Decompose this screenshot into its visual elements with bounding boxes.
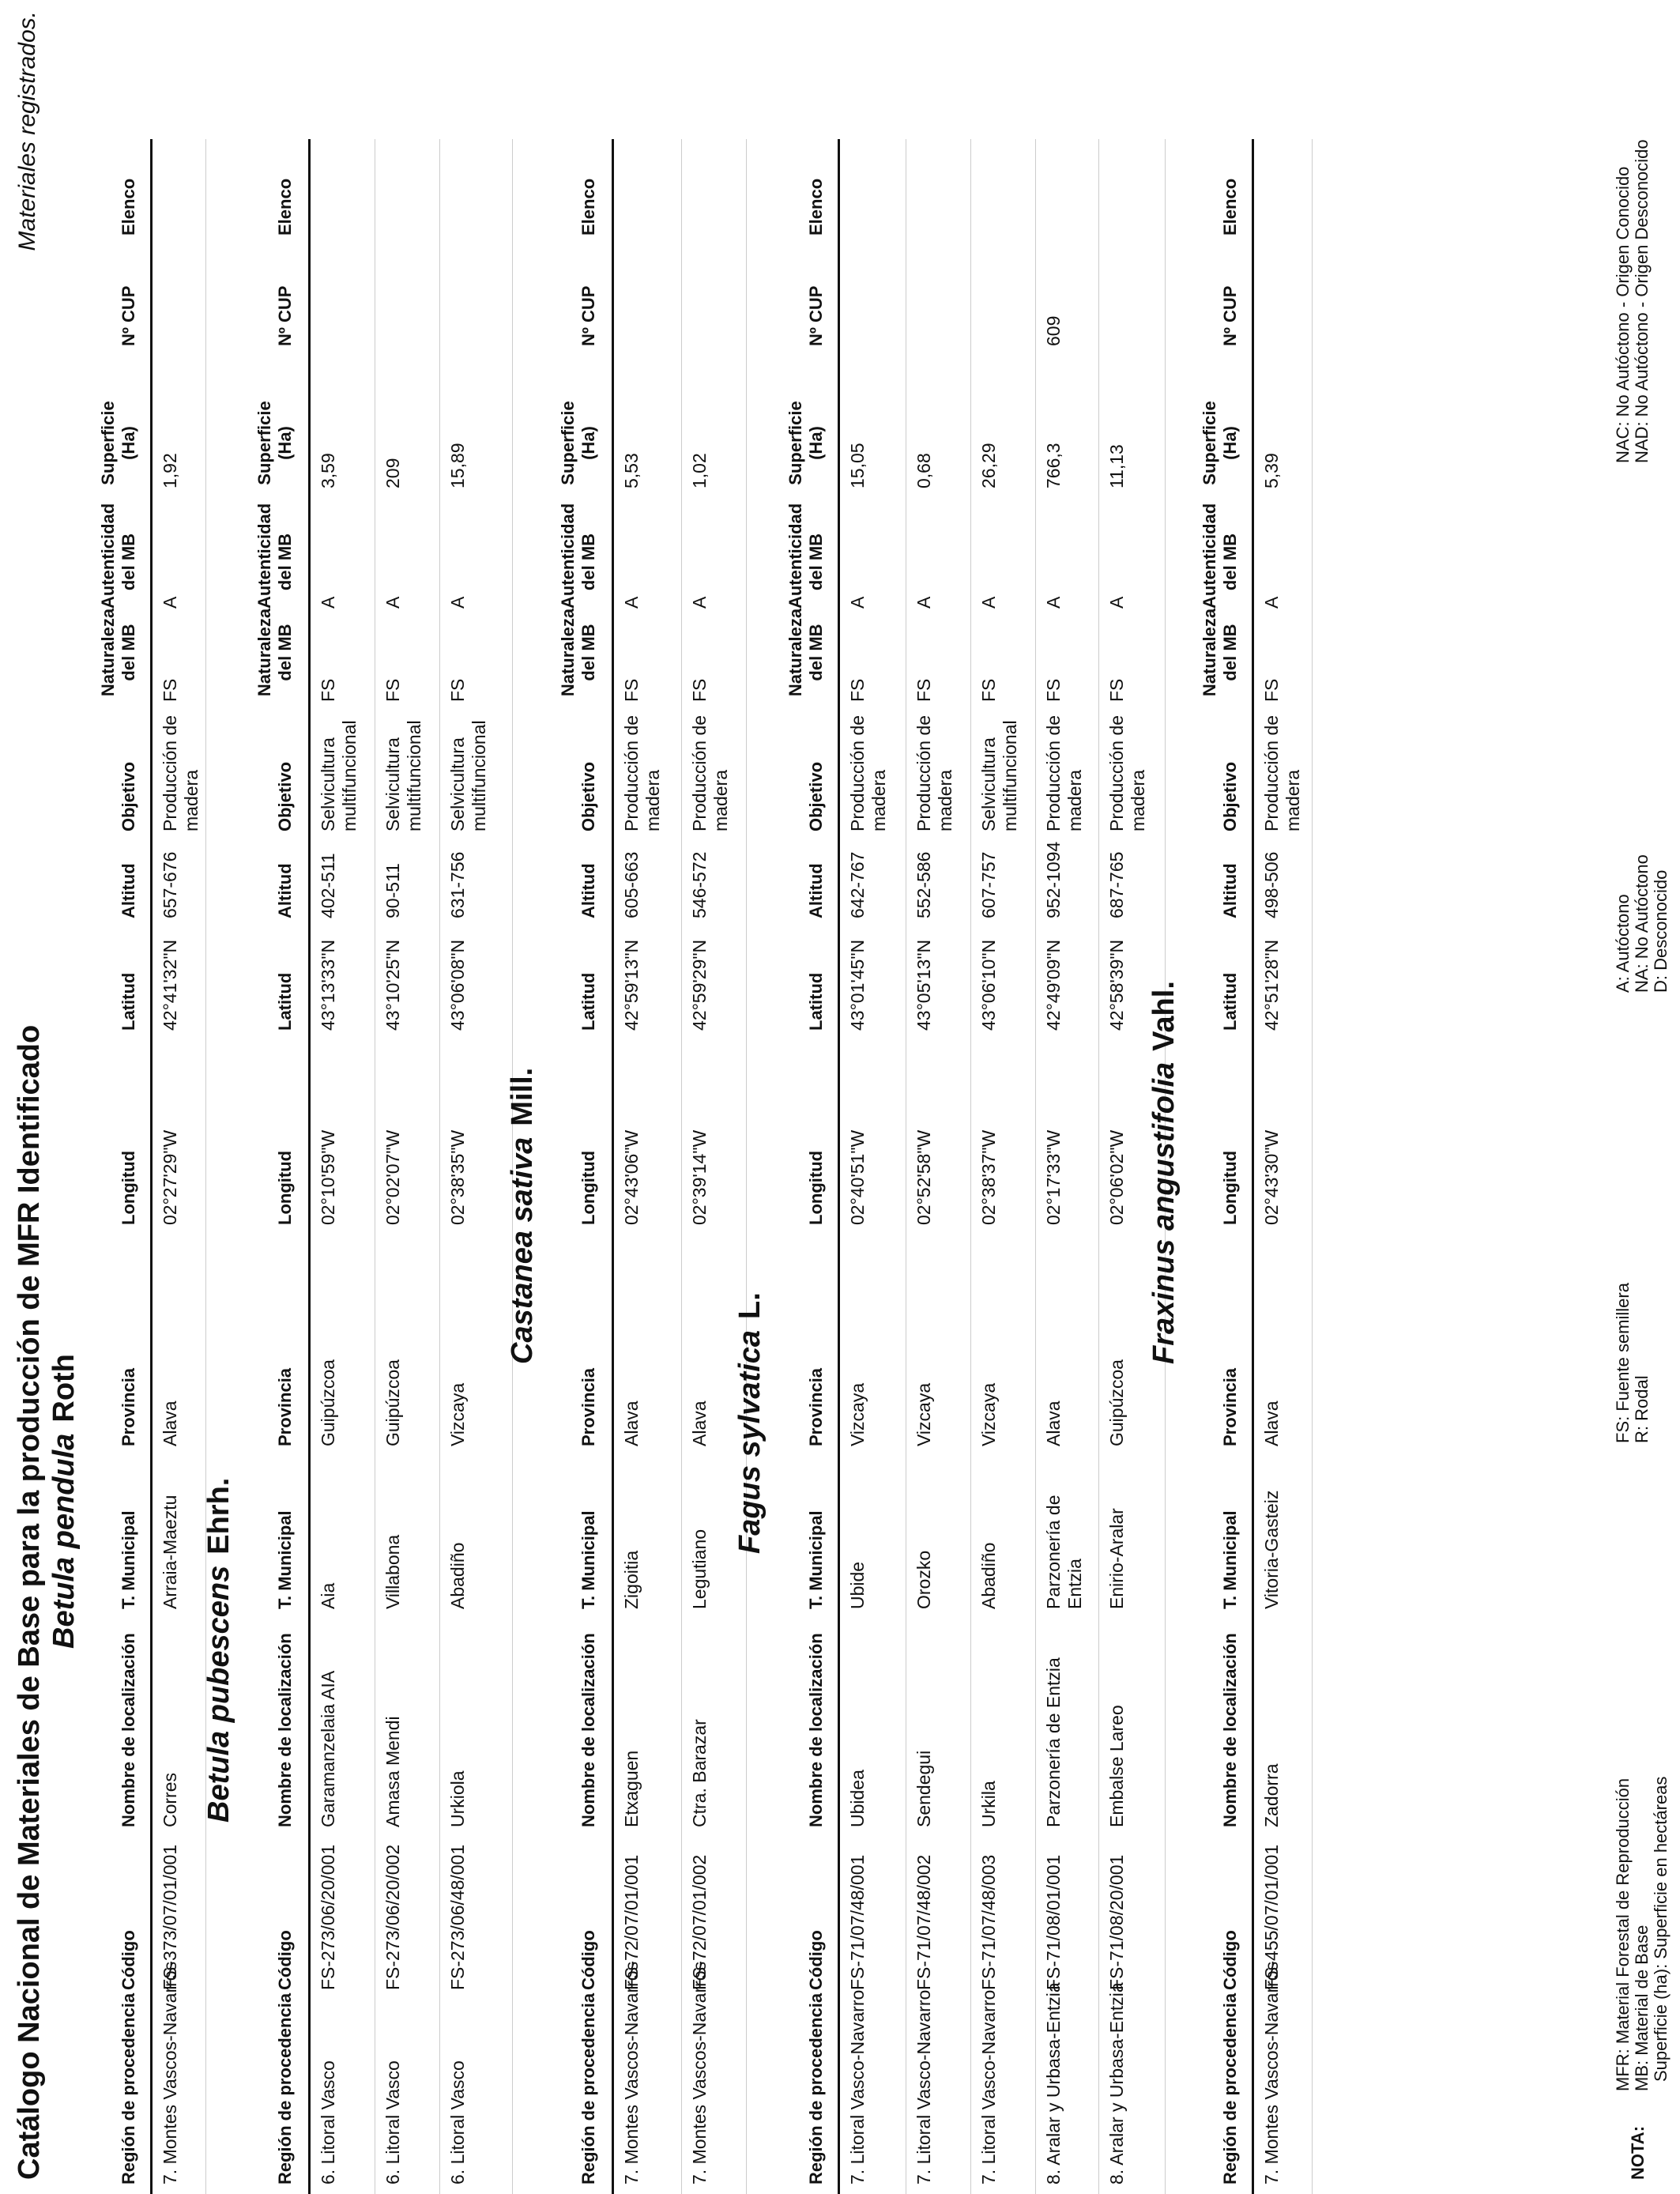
cell-region: 6. Litoral Vasco <box>382 2060 403 2185</box>
column-header-municipal: T. Municipal <box>275 1510 295 1609</box>
column-header-objetivo: Objetivo <box>806 761 826 831</box>
cell-region: 6. Litoral Vasco <box>318 2060 338 2185</box>
notes-col-2 <box>1614 1283 1652 1443</box>
column-header-region: Región de procedencia <box>806 1992 826 2185</box>
cell-altitud: 605-663 <box>621 851 642 918</box>
cell-codigo: FS-71/07/48/002 <box>913 1854 934 1990</box>
column-header-provincia: Provincia <box>119 1367 138 1446</box>
cell-altitud: 687-765 <box>1106 851 1127 918</box>
note-line: FS: Fuente semillera <box>1613 1283 1633 1443</box>
cell-nombre: Parzonería de Entzia <box>1043 1657 1064 1827</box>
cell-superficie: 0,68 <box>913 453 934 488</box>
cell-altitud: 631-756 <box>447 851 468 918</box>
page-title: Catálogo Nacional de Materiales de Base para la producción de MFR Identificado <box>13 1024 46 2180</box>
column-header-altitud: Altitud <box>578 863 598 918</box>
column-header-longitud: Longitud <box>119 1150 138 1225</box>
column-header-provincia: Provincia <box>1220 1367 1240 1446</box>
cell-nombre: Urkila <box>978 1781 999 1827</box>
cell-region: 7. Litoral Vasco-Navarro <box>847 1989 868 2185</box>
note-line: D: Desconocido <box>1651 869 1671 993</box>
column-header-superficie: Superficie (Ha) <box>785 401 826 485</box>
cell-provincia: Guipúzcoa <box>382 1359 403 1446</box>
note-line: MFR: Material Forestal de Reproducción <box>1613 1777 1633 2091</box>
cell-codigo: FS-273/06/48/001 <box>447 1844 468 1990</box>
column-header-codigo: Código <box>119 1930 138 1990</box>
cell-municipal: Vitoria-Gasteiz <box>1261 1490 1282 1609</box>
cell-codigo: FS-273/06/20/001 <box>318 1844 338 1990</box>
cell-naturaleza: FS <box>978 678 999 702</box>
cell-nombre: Etxaguen <box>621 1750 642 1827</box>
cell-cup: 609 <box>1043 315 1064 346</box>
column-header-superficie: Superficie (Ha) <box>98 401 138 485</box>
cell-objetivo: Producción de madera <box>1043 714 1085 831</box>
column-header-codigo: Código <box>806 1930 826 1990</box>
cell-codigo: FS-455/07/01/001 <box>1261 1844 1282 1990</box>
note-line: NAD: No Autóctono - Origen Desconocido <box>1632 139 1652 463</box>
row-separator <box>970 139 971 2194</box>
species-name: Betula pendula <box>47 1433 81 1649</box>
column-header-elenco: Elenco <box>275 178 295 236</box>
cell-longitud: 02°38'37"W <box>978 1129 999 1225</box>
species-name: Fraxinus angustifolia <box>1147 1061 1181 1364</box>
cell-longitud: 02°43'06"W <box>621 1129 642 1225</box>
cell-nombre: Amasa Mendi <box>382 1716 403 1827</box>
cell-superficie: 15,89 <box>447 443 468 488</box>
cell-objetivo: Producción de madera <box>913 714 955 831</box>
cell-naturaleza: FS <box>847 678 868 702</box>
column-header-elenco: Elenco <box>119 178 138 236</box>
cell-naturaleza: FS <box>1261 678 1282 702</box>
species-title <box>202 1478 236 1823</box>
column-header-codigo: Código <box>1220 1930 1240 1990</box>
cell-superficie: 5,39 <box>1261 453 1282 488</box>
cell-nombre: Sendegui <box>913 1750 934 1827</box>
cell-altitud: 607-757 <box>978 851 999 918</box>
note-line: A: Autóctono <box>1613 894 1633 993</box>
note-line: MB: Material de Base <box>1632 1924 1652 2091</box>
cell-codigo: FS-72/07/01/002 <box>689 1854 710 1990</box>
cell-latitud: 43°06'08"N <box>447 939 468 1031</box>
column-header-longitud: Longitud <box>806 1150 826 1225</box>
cell-objetivo: Producción de madera <box>689 714 731 831</box>
cell-objetivo: Producción de madera <box>621 714 663 831</box>
cell-latitud: 42°58'39"N <box>1106 939 1127 1031</box>
cell-codigo: FS-373/07/01/001 <box>160 1844 180 1990</box>
cell-naturaleza: FS <box>447 678 468 702</box>
species-name: Betula pubescens <box>202 1565 235 1823</box>
cell-longitud: 02°38'35"W <box>447 1129 468 1225</box>
cell-municipal: Villabona <box>382 1534 403 1609</box>
cell-longitud: 02°17'33"W <box>1043 1129 1064 1225</box>
cell-codigo: FS-72/07/01/001 <box>621 1854 642 1990</box>
column-header-objetivo: Objetivo <box>578 761 598 831</box>
cell-altitud: 657-676 <box>160 851 180 918</box>
column-header-nombre: Nombre de localización <box>1220 1633 1240 1827</box>
column-header-elenco: Elenco <box>1220 178 1240 236</box>
cell-naturaleza: FS <box>318 678 338 702</box>
column-header-autenticidad: Autenticidad del MB <box>254 503 295 609</box>
cell-objetivo: Producción de madera <box>847 714 889 831</box>
header-rule <box>150 139 153 2194</box>
column-header-municipal: T. Municipal <box>578 1510 598 1609</box>
column-header-longitud: Longitud <box>578 1150 598 1225</box>
cell-autenticidad: A <box>913 596 934 609</box>
cell-superficie: 3,59 <box>318 453 338 488</box>
cell-altitud: 498-506 <box>1261 851 1282 918</box>
column-header-superficie: Superficie (Ha) <box>558 401 598 485</box>
column-header-latitud: Latitud <box>119 972 138 1031</box>
cell-latitud: 43°13'33"N <box>318 939 338 1031</box>
species-name: Fagus sylvatica <box>733 1329 767 1554</box>
cell-region: 7. Montes Vascos-Navarros <box>1261 1961 1282 2185</box>
column-header-provincia: Provincia <box>275 1367 295 1446</box>
cell-autenticidad: A <box>1261 596 1282 609</box>
column-header-region: Región de procedencia <box>275 1992 295 2185</box>
column-header-altitud: Altitud <box>119 863 138 918</box>
cell-latitud: 42°59'13"N <box>621 939 642 1031</box>
column-header-latitud: Latitud <box>275 972 295 1031</box>
column-header-altitud: Altitud <box>806 863 826 918</box>
cell-nombre: Garamanzelaia AIA <box>318 1670 338 1827</box>
column-header-nombre: Nombre de localización <box>806 1633 826 1827</box>
cell-superficie: 766,3 <box>1043 443 1064 488</box>
cell-region: 7. Montes Vascos-Navarros <box>689 1961 710 2185</box>
column-header-superficie: Superficie (Ha) <box>254 401 295 485</box>
cell-nombre: Ctra. Barazar <box>689 1719 710 1827</box>
cell-naturaleza: FS <box>621 678 642 702</box>
column-header-longitud: Longitud <box>275 1150 295 1225</box>
column-header-municipal: T. Municipal <box>119 1510 138 1609</box>
column-header-naturaleza: Naturaleza del MB <box>785 608 826 697</box>
section-end-rule <box>1312 139 1313 2194</box>
cell-longitud: 02°10'59"W <box>318 1129 338 1225</box>
cell-latitud: 42°41'32"N <box>160 939 180 1031</box>
species-author: Mill. <box>506 1067 539 1126</box>
note-line: NAC: No Autóctono - Origen Conocido <box>1613 166 1633 463</box>
cell-codigo: FS-273/06/20/002 <box>382 1844 403 1990</box>
species-author: Ehrh. <box>202 1477 235 1555</box>
cell-autenticidad: A <box>689 596 710 609</box>
species-author: L. <box>733 1292 767 1319</box>
cell-nombre: Urkiola <box>447 1770 468 1827</box>
column-header-region: Región de procedencia <box>578 1992 598 2185</box>
column-header-naturaleza: Naturaleza del MB <box>98 608 138 697</box>
species-title <box>506 1068 540 1364</box>
column-header-autenticidad: Autenticidad del MB <box>558 503 598 609</box>
cell-latitud: 43°10'25"N <box>382 939 403 1031</box>
cell-provincia: Vizcaya <box>447 1382 468 1446</box>
cell-provincia: Vizcaya <box>847 1382 868 1446</box>
cell-autenticidad: A <box>382 596 403 609</box>
cell-altitud: 642-767 <box>847 851 868 918</box>
cell-objetivo: Selvicultura multifuncional <box>382 720 424 831</box>
column-header-codigo: Código <box>578 1930 598 1990</box>
cell-latitud: 43°01'45"N <box>847 939 868 1031</box>
column-header-altitud: Altitud <box>1220 863 1240 918</box>
cell-autenticidad: A <box>447 596 468 609</box>
column-header-cup: Nº CUP <box>119 285 138 346</box>
cell-longitud: 02°27'29"W <box>160 1129 180 1225</box>
cell-provincia: Alava <box>621 1400 642 1446</box>
column-header-autenticidad: Autenticidad del MB <box>1200 503 1240 609</box>
cell-latitud: 43°05'13"N <box>913 939 934 1031</box>
column-header-naturaleza: Naturaleza del MB <box>1200 608 1240 697</box>
cell-altitud: 546-572 <box>689 851 710 918</box>
cell-region: 6. Litoral Vasco <box>447 2060 468 2185</box>
column-header-naturaleza: Naturaleza del MB <box>254 608 295 697</box>
species-title <box>47 1354 81 1649</box>
cell-objetivo: Producción de madera <box>1261 714 1303 831</box>
cell-latitud: 42°59'29"N <box>689 939 710 1031</box>
cell-altitud: 552-586 <box>913 851 934 918</box>
cell-region: 8. Aralar y Urbasa-Entzia <box>1106 1982 1127 2185</box>
notes-col-4 <box>1614 139 1652 463</box>
column-header-latitud: Latitud <box>578 972 598 1031</box>
notes-col-3 <box>1614 854 1671 993</box>
cell-nombre: Ubidea <box>847 1770 868 1827</box>
note-line: R: Rodal <box>1632 1375 1652 1443</box>
column-header-objetivo: Objetivo <box>275 761 295 831</box>
cell-autenticidad: A <box>1043 596 1064 609</box>
cell-municipal: Abadiño <box>447 1542 468 1609</box>
column-header-municipal: T. Municipal <box>1220 1510 1240 1609</box>
cell-objetivo: Selvicultura multifuncional <box>978 720 1020 831</box>
column-header-objetivo: Objetivo <box>119 761 138 831</box>
cell-altitud: 952-1094 <box>1043 841 1064 918</box>
cell-longitud: 02°06'02"W <box>1106 1129 1127 1225</box>
cell-autenticidad: A <box>978 596 999 609</box>
cell-provincia: Guipúzcoa <box>1106 1359 1127 1446</box>
cell-region: 7. Litoral Vasco-Navarro <box>913 1989 934 2185</box>
cell-provincia: Vizcaya <box>913 1382 934 1446</box>
cell-provincia: Alava <box>1261 1400 1282 1446</box>
cell-objetivo: Producción de madera <box>160 714 202 831</box>
cell-municipal: Zigoitia <box>621 1550 642 1609</box>
cell-latitud: 42°51'28"N <box>1261 939 1282 1031</box>
column-header-codigo: Código <box>275 1930 295 1990</box>
cell-codigo: FS-71/07/48/001 <box>847 1854 868 1990</box>
cell-municipal: Aia <box>318 1582 338 1609</box>
cell-naturaleza: FS <box>382 678 403 702</box>
cell-autenticidad: A <box>847 596 868 609</box>
cell-superficie: 209 <box>382 458 403 488</box>
column-header-nombre: Nombre de localización <box>119 1633 138 1827</box>
column-header-region: Región de procedencia <box>119 1992 138 2185</box>
column-header-latitud: Latitud <box>1220 972 1240 1031</box>
cell-superficie: 5,53 <box>621 453 642 488</box>
species-title <box>1147 981 1181 1364</box>
column-header-altitud: Altitud <box>275 863 295 918</box>
species-author: Vahl. <box>1147 981 1181 1051</box>
column-header-longitud: Longitud <box>1220 1150 1240 1225</box>
cell-latitud: 43°06'10"N <box>978 939 999 1031</box>
cell-municipal: Arraia-Maeztu <box>160 1495 180 1609</box>
page-subtitle: Materiales registrados. <box>14 11 40 251</box>
cell-latitud: 42°49'09"N <box>1043 939 1064 1031</box>
cell-municipal: Ubide <box>847 1561 868 1609</box>
column-header-nombre: Nombre de localización <box>275 1633 295 1827</box>
column-header-cup: Nº CUP <box>578 285 598 346</box>
species-author: Roth <box>47 1354 81 1423</box>
cell-objetivo: Selvicultura multifuncional <box>318 720 360 831</box>
column-header-cup: Nº CUP <box>806 285 826 346</box>
cell-altitud: 90-511 <box>382 863 403 918</box>
cell-municipal: Legutiano <box>689 1529 710 1609</box>
column-header-elenco: Elenco <box>806 178 826 236</box>
note-line: Superficie (ha): Superficie en hectáreas <box>1651 1776 1671 2082</box>
cell-naturaleza: FS <box>1043 678 1064 702</box>
cell-superficie: 11,13 <box>1106 444 1127 488</box>
row-separator <box>681 139 682 2194</box>
cell-naturaleza: FS <box>913 678 934 702</box>
cell-longitud: 02°02'07"W <box>382 1129 403 1225</box>
cell-provincia: Vizcaya <box>978 1382 999 1446</box>
cell-region: 7. Montes Vascos-Navarros <box>160 1961 180 2185</box>
cell-autenticidad: A <box>1106 596 1127 609</box>
cell-naturaleza: FS <box>1106 678 1127 702</box>
cell-altitud: 402-511 <box>318 853 338 918</box>
legend-notes <box>1607 0 1671 2194</box>
column-header-superficie: Superficie (Ha) <box>1200 401 1240 485</box>
cell-autenticidad: A <box>621 596 642 609</box>
column-header-cup: Nº CUP <box>1220 285 1240 346</box>
cell-autenticidad: A <box>160 596 180 609</box>
cell-provincia: Alava <box>689 1400 710 1446</box>
cell-municipal: Parzonería de Entzia <box>1043 1495 1085 1609</box>
cell-region: 8. Aralar y Urbasa-Entzia <box>1043 1982 1064 2185</box>
column-header-provincia: Provincia <box>806 1367 826 1446</box>
column-header-cup: Nº CUP <box>275 285 295 346</box>
column-header-objetivo: Objetivo <box>1220 761 1240 831</box>
cell-municipal: Enirio-Aralar <box>1106 1508 1127 1609</box>
section-end-rule <box>746 139 747 2194</box>
species-name: Castanea sativa <box>506 1137 539 1364</box>
cell-superficie: 1,02 <box>689 453 710 488</box>
cell-naturaleza: FS <box>689 678 710 702</box>
cell-region: 7. Litoral Vasco-Navarro <box>978 1989 999 2185</box>
column-header-autenticidad: Autenticidad del MB <box>785 503 826 609</box>
cell-nombre: Corres <box>160 1772 180 1827</box>
cell-codigo: FS-71/07/48/003 <box>978 1854 999 1990</box>
note-line: NA: No Autóctono <box>1632 854 1652 993</box>
row-separator <box>1098 139 1099 2194</box>
row-separator <box>1035 139 1036 2194</box>
cell-provincia: Alava <box>1043 1400 1064 1446</box>
header-rule <box>308 139 311 2194</box>
cell-codigo: FS-71/08/01/001 <box>1043 1854 1064 1990</box>
cell-longitud: 02°40'51"W <box>847 1129 868 1225</box>
column-header-municipal: T. Municipal <box>806 1510 826 1609</box>
cell-superficie: 1,92 <box>160 453 180 488</box>
cell-municipal: Orozko <box>913 1550 934 1609</box>
cell-superficie: 15,05 <box>847 443 868 488</box>
cell-objetivo: Selvicultura multifuncional <box>447 720 489 831</box>
column-header-elenco: Elenco <box>578 178 598 236</box>
header-rule <box>1252 139 1254 2194</box>
row-separator <box>439 139 440 2194</box>
cell-longitud: 02°39'14"W <box>689 1129 710 1225</box>
cell-superficie: 26,29 <box>978 443 999 488</box>
header-rule <box>612 139 614 2194</box>
header-rule <box>838 139 840 2194</box>
cell-longitud: 02°52'58"W <box>913 1129 934 1225</box>
cell-region: 7. Montes Vascos-Navarros <box>621 1961 642 2185</box>
cell-naturaleza: FS <box>160 678 180 702</box>
column-header-naturaleza: Naturaleza del MB <box>558 608 598 697</box>
column-header-nombre: Nombre de localización <box>578 1633 598 1827</box>
cell-longitud: 02°43'30"W <box>1261 1129 1282 1225</box>
column-header-region: Región de procedencia <box>1220 1992 1240 2185</box>
cell-municipal: Abadiño <box>978 1542 999 1609</box>
cell-provincia: Alava <box>160 1400 180 1446</box>
cell-nombre: Zadorra <box>1261 1763 1282 1827</box>
section-end-rule <box>205 139 206 2194</box>
cell-nombre: Embalse Lareo <box>1106 1705 1127 1827</box>
column-header-autenticidad: Autenticidad del MB <box>98 503 138 609</box>
column-header-latitud: Latitud <box>806 972 826 1031</box>
cell-autenticidad: A <box>318 596 338 609</box>
column-header-provincia: Provincia <box>578 1367 598 1446</box>
notes-col-1 <box>1614 1778 1671 2091</box>
cell-provincia: Guipúzcoa <box>318 1359 338 1446</box>
cell-codigo: FS-71/08/20/001 <box>1106 1854 1127 1990</box>
cell-objetivo: Producción de madera <box>1106 714 1148 831</box>
nota-label: NOTA: <box>1628 2125 1648 2180</box>
species-title <box>733 1292 767 1554</box>
